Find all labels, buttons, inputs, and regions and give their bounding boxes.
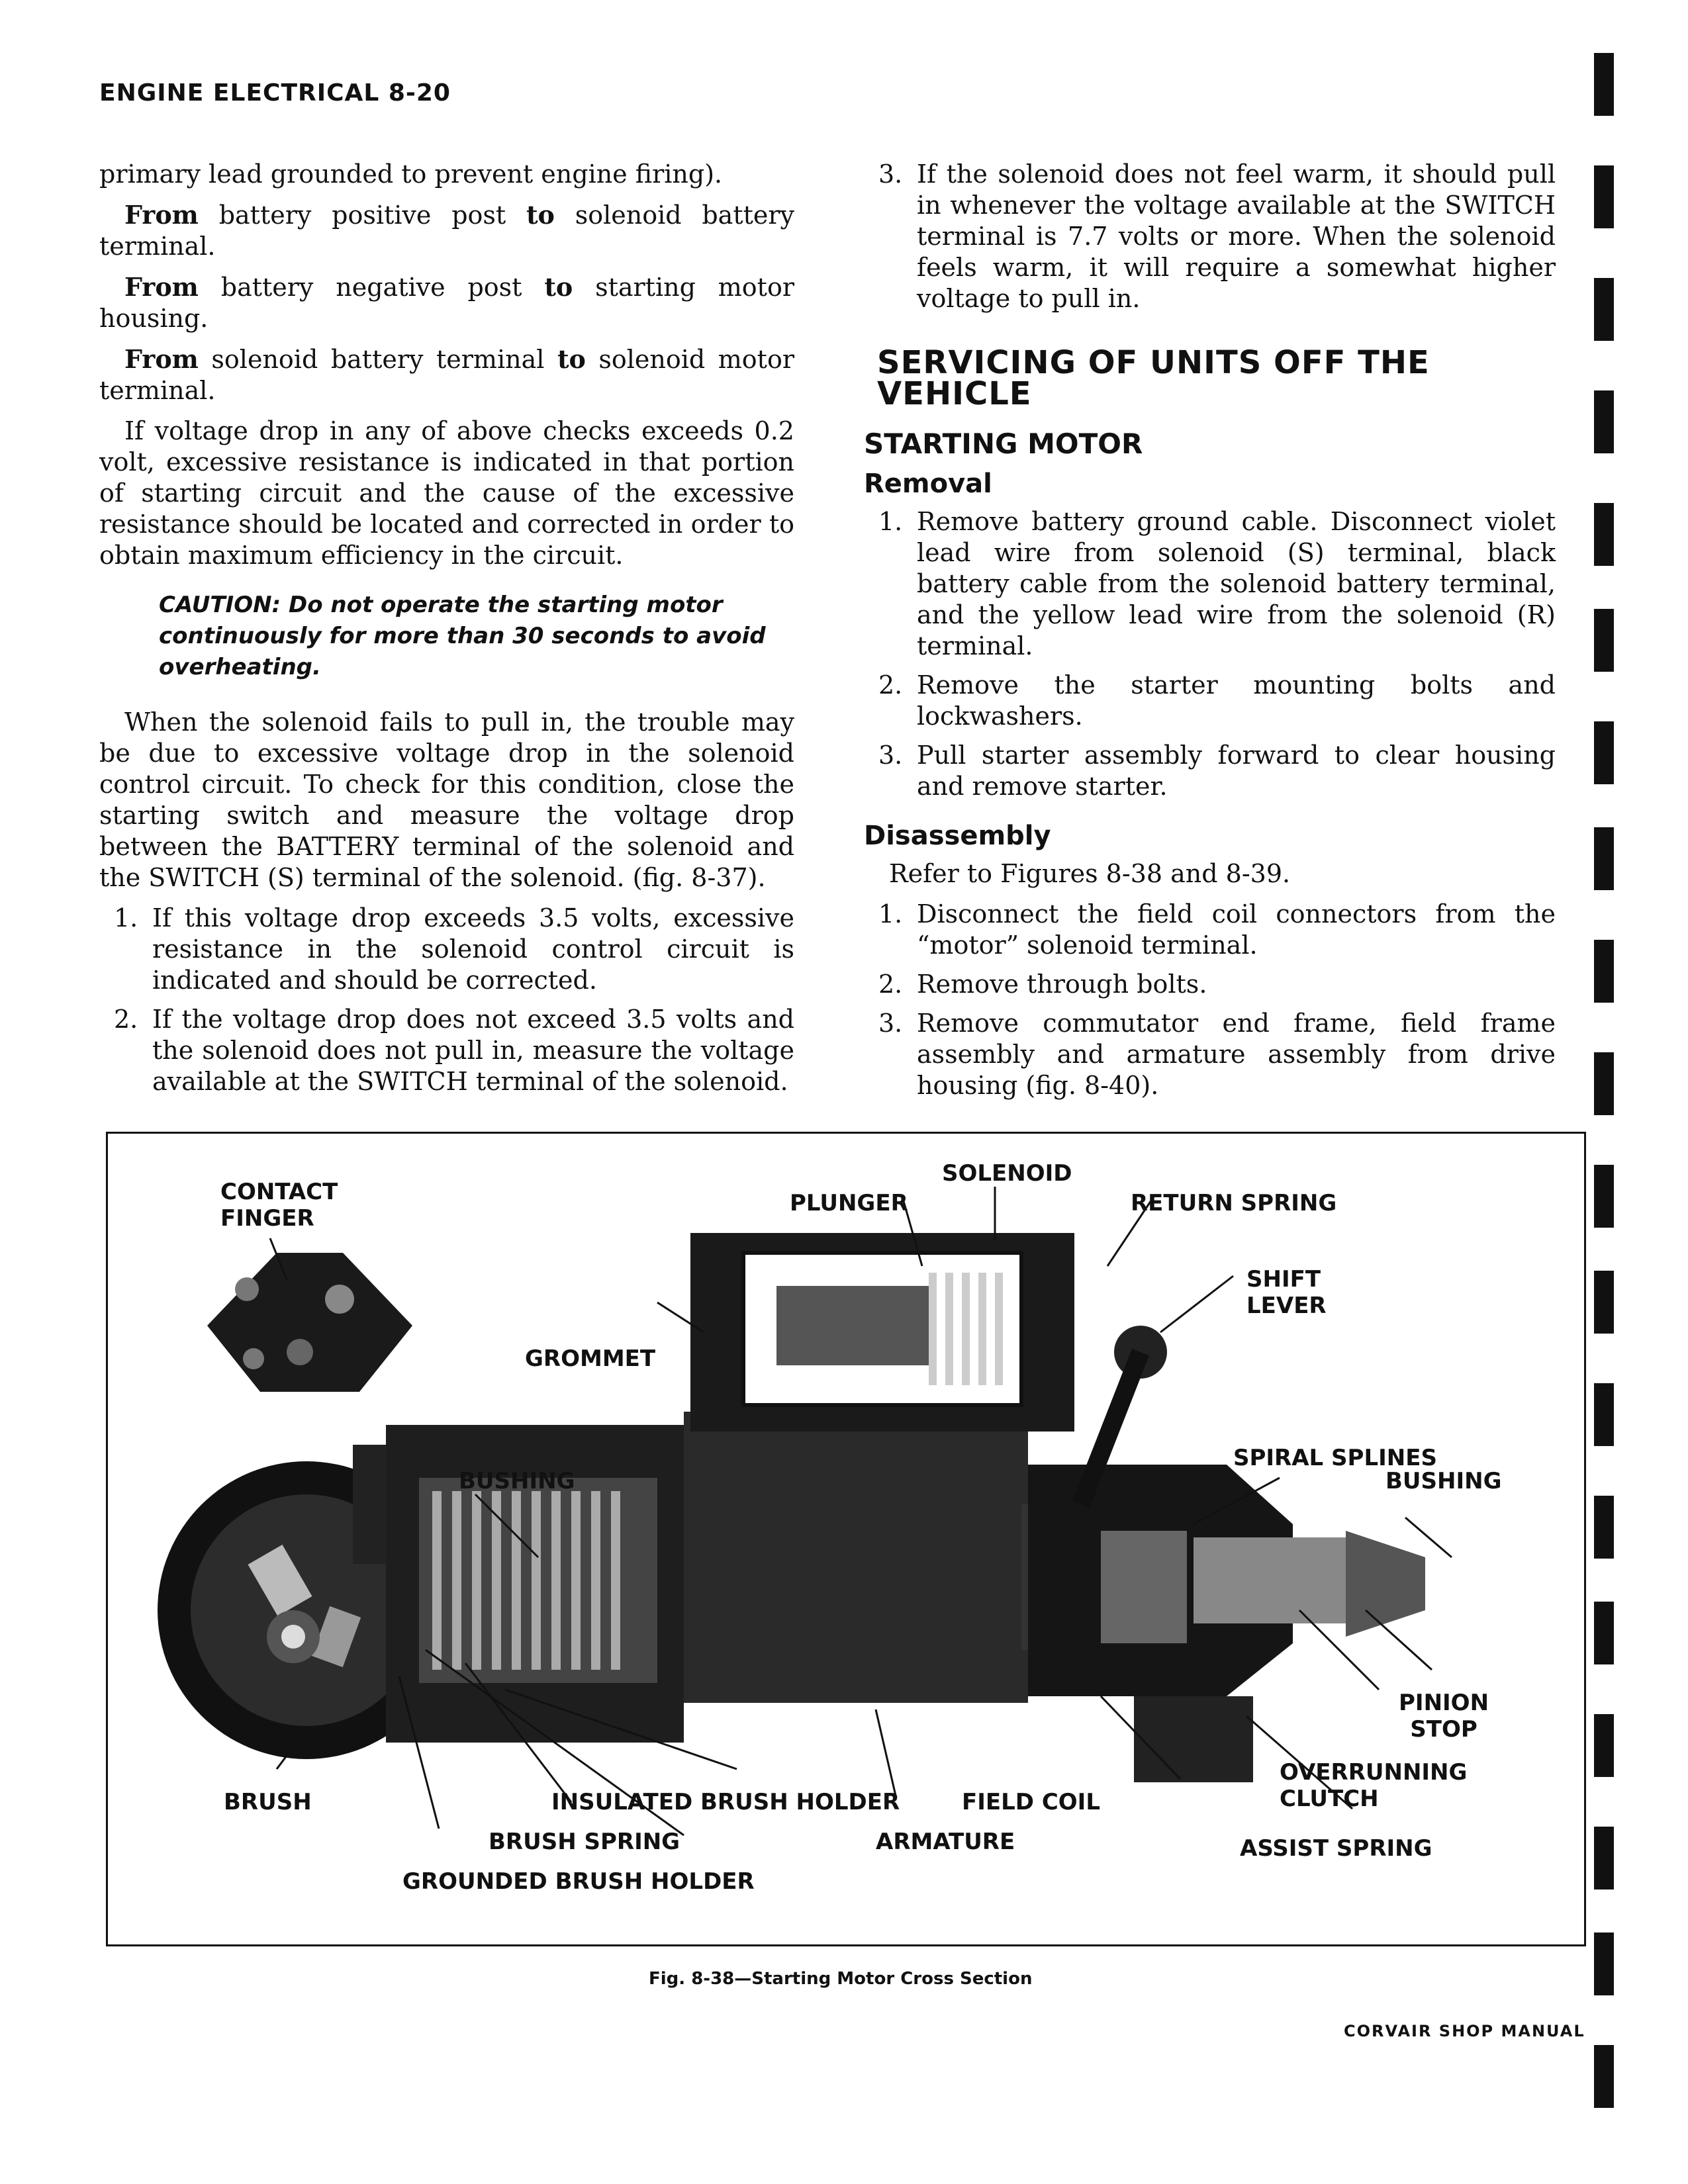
margin-bar [1594,1271,1614,1334]
disassembly-list [864,899,1556,1101]
list-text: Pull starter assembly forward to clear housing and remove starter. [917,741,1556,801]
list-text: If this voltage drop exceeds 3.5 volts, excessive resistance in the solenoid control circuit is indicated and should be corrected. [152,903,794,995]
label-overrunning-clutch [1280,1759,1467,1812]
check-text: starting motor housing. [99,273,794,333]
label-spiral-splines: SPIRAL SPLINES [1233,1445,1437,1471]
voltage-drop-paragraph: If voltage drop in any of above checks exceeds 0.2 volt, excessive resistance is indicated in that portion of starting circuit and the cause of the excessive resistance should be located and corrected in order to obtain maximum efficiency in the circuit. [99,416,794,570]
margin-bar [1594,1602,1614,1664]
list-text: If the voltage drop does not exceed 3.5 volts and the solenoid does not pull in, measure the voltage available at the SWITCH terminal of the solenoid. [152,1005,794,1096]
label-brush-spring: BRUSH SPRING [489,1829,680,1855]
list-number: 2. [878,970,903,999]
margin-bar [1594,827,1614,890]
check-from-positive [99,199,794,262]
margin-bar [1594,721,1614,784]
margin-bar [1594,2045,1614,2108]
solenoid-check-list [99,903,794,1097]
list-item [864,740,1556,802]
list-number: 3. [878,1009,903,1038]
subsection-title: STARTING MOTOR [864,428,1143,460]
from-label: From [124,344,199,374]
list-item [864,670,1556,732]
margin-bar [1594,1165,1614,1228]
check-text: battery positive post [198,201,526,230]
caution-note: CAUTION: Do not operate the starting motor continuously for more than 30 seconds to avoid overheating. [159,592,766,680]
list-item [99,1004,794,1097]
margin-bar [1594,1933,1614,1995]
check-text: solenoid motor terminal. [99,345,794,405]
label-bushing-right: BUSHING [1385,1468,1502,1494]
margin-bar [1594,503,1614,566]
paragraph-continuation: primary lead grounded to prevent engine firing). [99,159,723,189]
to-label: to [526,200,555,230]
to-label: to [544,272,573,302]
to-label: to [557,344,586,374]
label-line: LEVER [1246,1293,1327,1319]
list-number: 3. [878,159,903,189]
margin-bar [1594,1383,1614,1446]
label-line: CLUTCH [1280,1786,1379,1812]
from-label: From [124,200,199,230]
label-line: SHIFT [1246,1266,1321,1293]
list-item [864,159,1556,314]
list-number: 2. [878,670,903,700]
label-line: PINION [1399,1690,1489,1716]
page-header: ENGINE ELECTRICAL 8-20 [99,79,451,107]
label-return-spring: RETURN SPRING [1131,1190,1337,1216]
label-solenoid: SOLENOID [942,1160,1072,1187]
list-text: Disconnect the field coil connectors from the “motor” solenoid terminal. [917,899,1556,960]
from-label: From [124,272,199,302]
list-text: Remove through bolts. [917,970,1207,999]
margin-bar [1594,278,1614,341]
list-number: 1. [878,507,903,536]
disassembly-heading: Disassembly [864,821,1051,851]
disassembly-intro: Refer to Figures 8-38 and 8-39. [889,859,1291,888]
list-item [864,899,1556,961]
removal-list [864,506,1556,802]
margin-bar [1594,390,1614,453]
removal-heading: Removal [864,469,992,499]
list-item [864,1008,1556,1101]
list-text: Remove the starter mounting bolts and lockwashers. [917,670,1556,731]
list-item [864,969,1556,1000]
check-text: battery negative post [198,273,545,302]
list-number: 1. [114,903,138,933]
label-line: OVERRUNNING [1280,1759,1468,1786]
list-text: Remove commutator end frame, field frame assembly and armature assembly from drive housing (fig. 8-40). [917,1009,1556,1100]
margin-bar [1594,53,1614,116]
list-number: 2. [114,1005,138,1034]
check-from-solenoid [99,343,794,406]
label-shift-lever [1246,1266,1327,1319]
check-text: solenoid battery terminal. [99,201,795,261]
margin-bar [1594,940,1614,1003]
list-item [99,903,794,996]
section-title: SERVICING OF UNITS OFF THE VEHICLE [877,344,1430,412]
mounting-flange [1134,1696,1253,1782]
starting-motor-illustration [108,1134,1584,1944]
label-bushing-left: BUSHING [459,1468,575,1494]
solenoid-check-list-continued [864,159,1556,314]
right-column [864,159,1556,1109]
list-item [864,506,1556,662]
figure-frame [106,1132,1586,1946]
margin-bar [1594,1052,1614,1115]
margin-bar [1594,1714,1614,1777]
check-text: solenoid battery terminal [198,345,557,374]
label-insulated-brush-holder: INSULATED BRUSH HOLDER [551,1789,900,1815]
label-line: FINGER [220,1205,314,1232]
label-armature: ARMATURE [876,1829,1015,1855]
label-line: STOP [1410,1716,1477,1743]
left-column [99,159,794,1105]
label-field-coil: FIELD COIL [962,1789,1100,1815]
label-contact-finger [220,1179,338,1232]
page-footer: CORVAIR SHOP MANUAL [1344,2022,1585,2040]
list-number: 3. [878,741,903,770]
list-text: If the solenoid does not feel warm, it should pull in whenever the voltage available at the SWITCH terminal is 7.7 volts or more. When the solenoid feels warm, it will require a somewhat higher voltage to pull in. [917,159,1556,313]
figure-caption: Fig. 8-38—Starting Motor Cross Section [649,1969,1033,1989]
margin-bar [1594,1827,1614,1889]
label-pinion-stop [1399,1690,1489,1743]
check-from-negative [99,271,794,334]
solenoid-paragraph: When the solenoid fails to pull in, the trouble may be due to excessive voltage drop in the solenoid control circuit. To check for this condition, close the starting switch and measure the voltage drop between the BATTERY terminal of the solenoid and the SWITCH (S) terminal of the solenoid. (fig. 8-37). [99,707,794,892]
margin-bar [1594,165,1614,228]
label-assist-spring: ASSIST SPRING [1240,1835,1432,1862]
label-line: CONTACT [220,1179,338,1205]
margin-bar [1594,609,1614,672]
label-brush: BRUSH [224,1789,312,1815]
label-grommet: GROMMET [525,1345,656,1372]
label-plunger: PLUNGER [790,1190,908,1216]
list-number: 1. [878,899,903,929]
list-text: Remove battery ground cable. Disconnect violet lead wire from solenoid (S) terminal, black battery cable from the solenoid battery terminal, and the yellow lead wire from the solenoid (R) terminal. [917,507,1556,660]
margin-bar [1594,1496,1614,1559]
label-grounded-brush-holder: GROUNDED BRUSH HOLDER [402,1868,755,1895]
